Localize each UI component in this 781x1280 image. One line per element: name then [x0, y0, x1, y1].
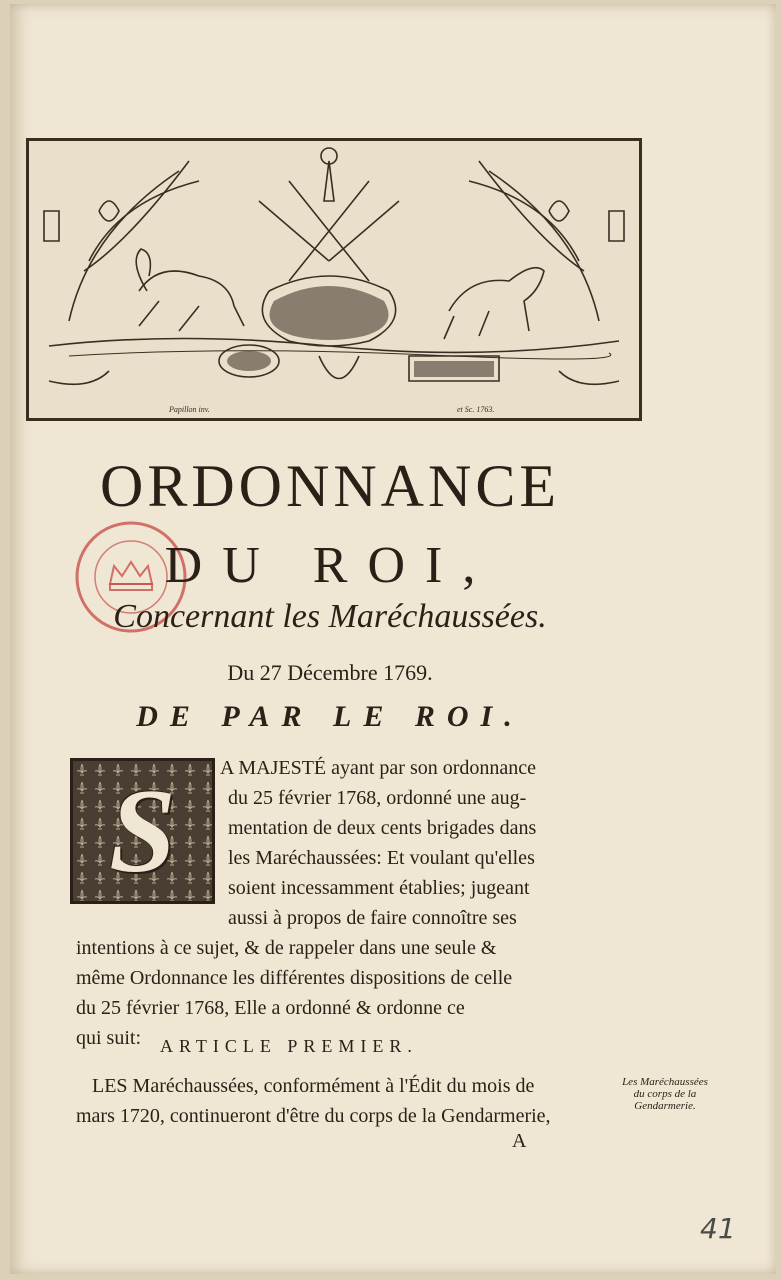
body-line: les Maréchaussées: Et voulant qu'elles — [228, 847, 535, 869]
engraved-headpiece — [26, 138, 642, 421]
document-title: ORDONNANCE — [100, 453, 560, 519]
decorated-initial — [70, 758, 215, 904]
headpiece-illustration — [29, 141, 639, 418]
margin-note — [602, 1076, 728, 1112]
body-line: mentation de deux cents brigades dans — [228, 817, 537, 839]
body-line: du 25 février 1768, ordonné une aug- — [228, 787, 527, 809]
body-line: aussi à propos de faire connoître ses — [228, 907, 517, 929]
catchword: A — [512, 1130, 527, 1152]
body-line: qui suit: — [76, 1027, 142, 1049]
article-heading: ARTICLE PREMIER. — [160, 1036, 418, 1056]
margin-note-line: du corps de la — [633, 1088, 697, 1100]
body-line: même Ordonnance les différentes dispositions de celle — [76, 967, 513, 989]
body-line: soient incessamment établies; jugeant — [228, 877, 530, 899]
body-line: du 25 février 1768, Elle a ordonné & ordonne ce — [76, 997, 465, 1019]
subject-line: Concernant les Maréchaussées. — [113, 598, 547, 635]
article-line: LES Maréchaussées, conformément à l'Édit du mois de — [92, 1075, 535, 1097]
initial-letter: S — [109, 764, 176, 897]
body-line: A MAJESTÉ ayant par son ordonnance — [220, 757, 537, 779]
body-line: intentions à ce sujet, & de rappeler dans une seule & — [76, 937, 497, 959]
folio-number: 41 — [700, 1212, 736, 1245]
engraver-credit-right: et Sc. 1763. — [457, 405, 495, 414]
authority-line: DE PAR LE ROI. — [136, 700, 524, 733]
margin-note-line: Les Maréchaussées — [622, 1076, 708, 1088]
article-line: mars 1720, continueront d'être du corps de la Gendarmerie, — [76, 1105, 551, 1127]
document-subtitle: DU ROI, — [164, 537, 496, 594]
margin-note-line: Gendarmerie. — [634, 1100, 696, 1112]
date-line: Du 27 Décembre 1769. — [227, 660, 433, 685]
engraver-credit-left: Papillon inv. — [169, 405, 210, 414]
